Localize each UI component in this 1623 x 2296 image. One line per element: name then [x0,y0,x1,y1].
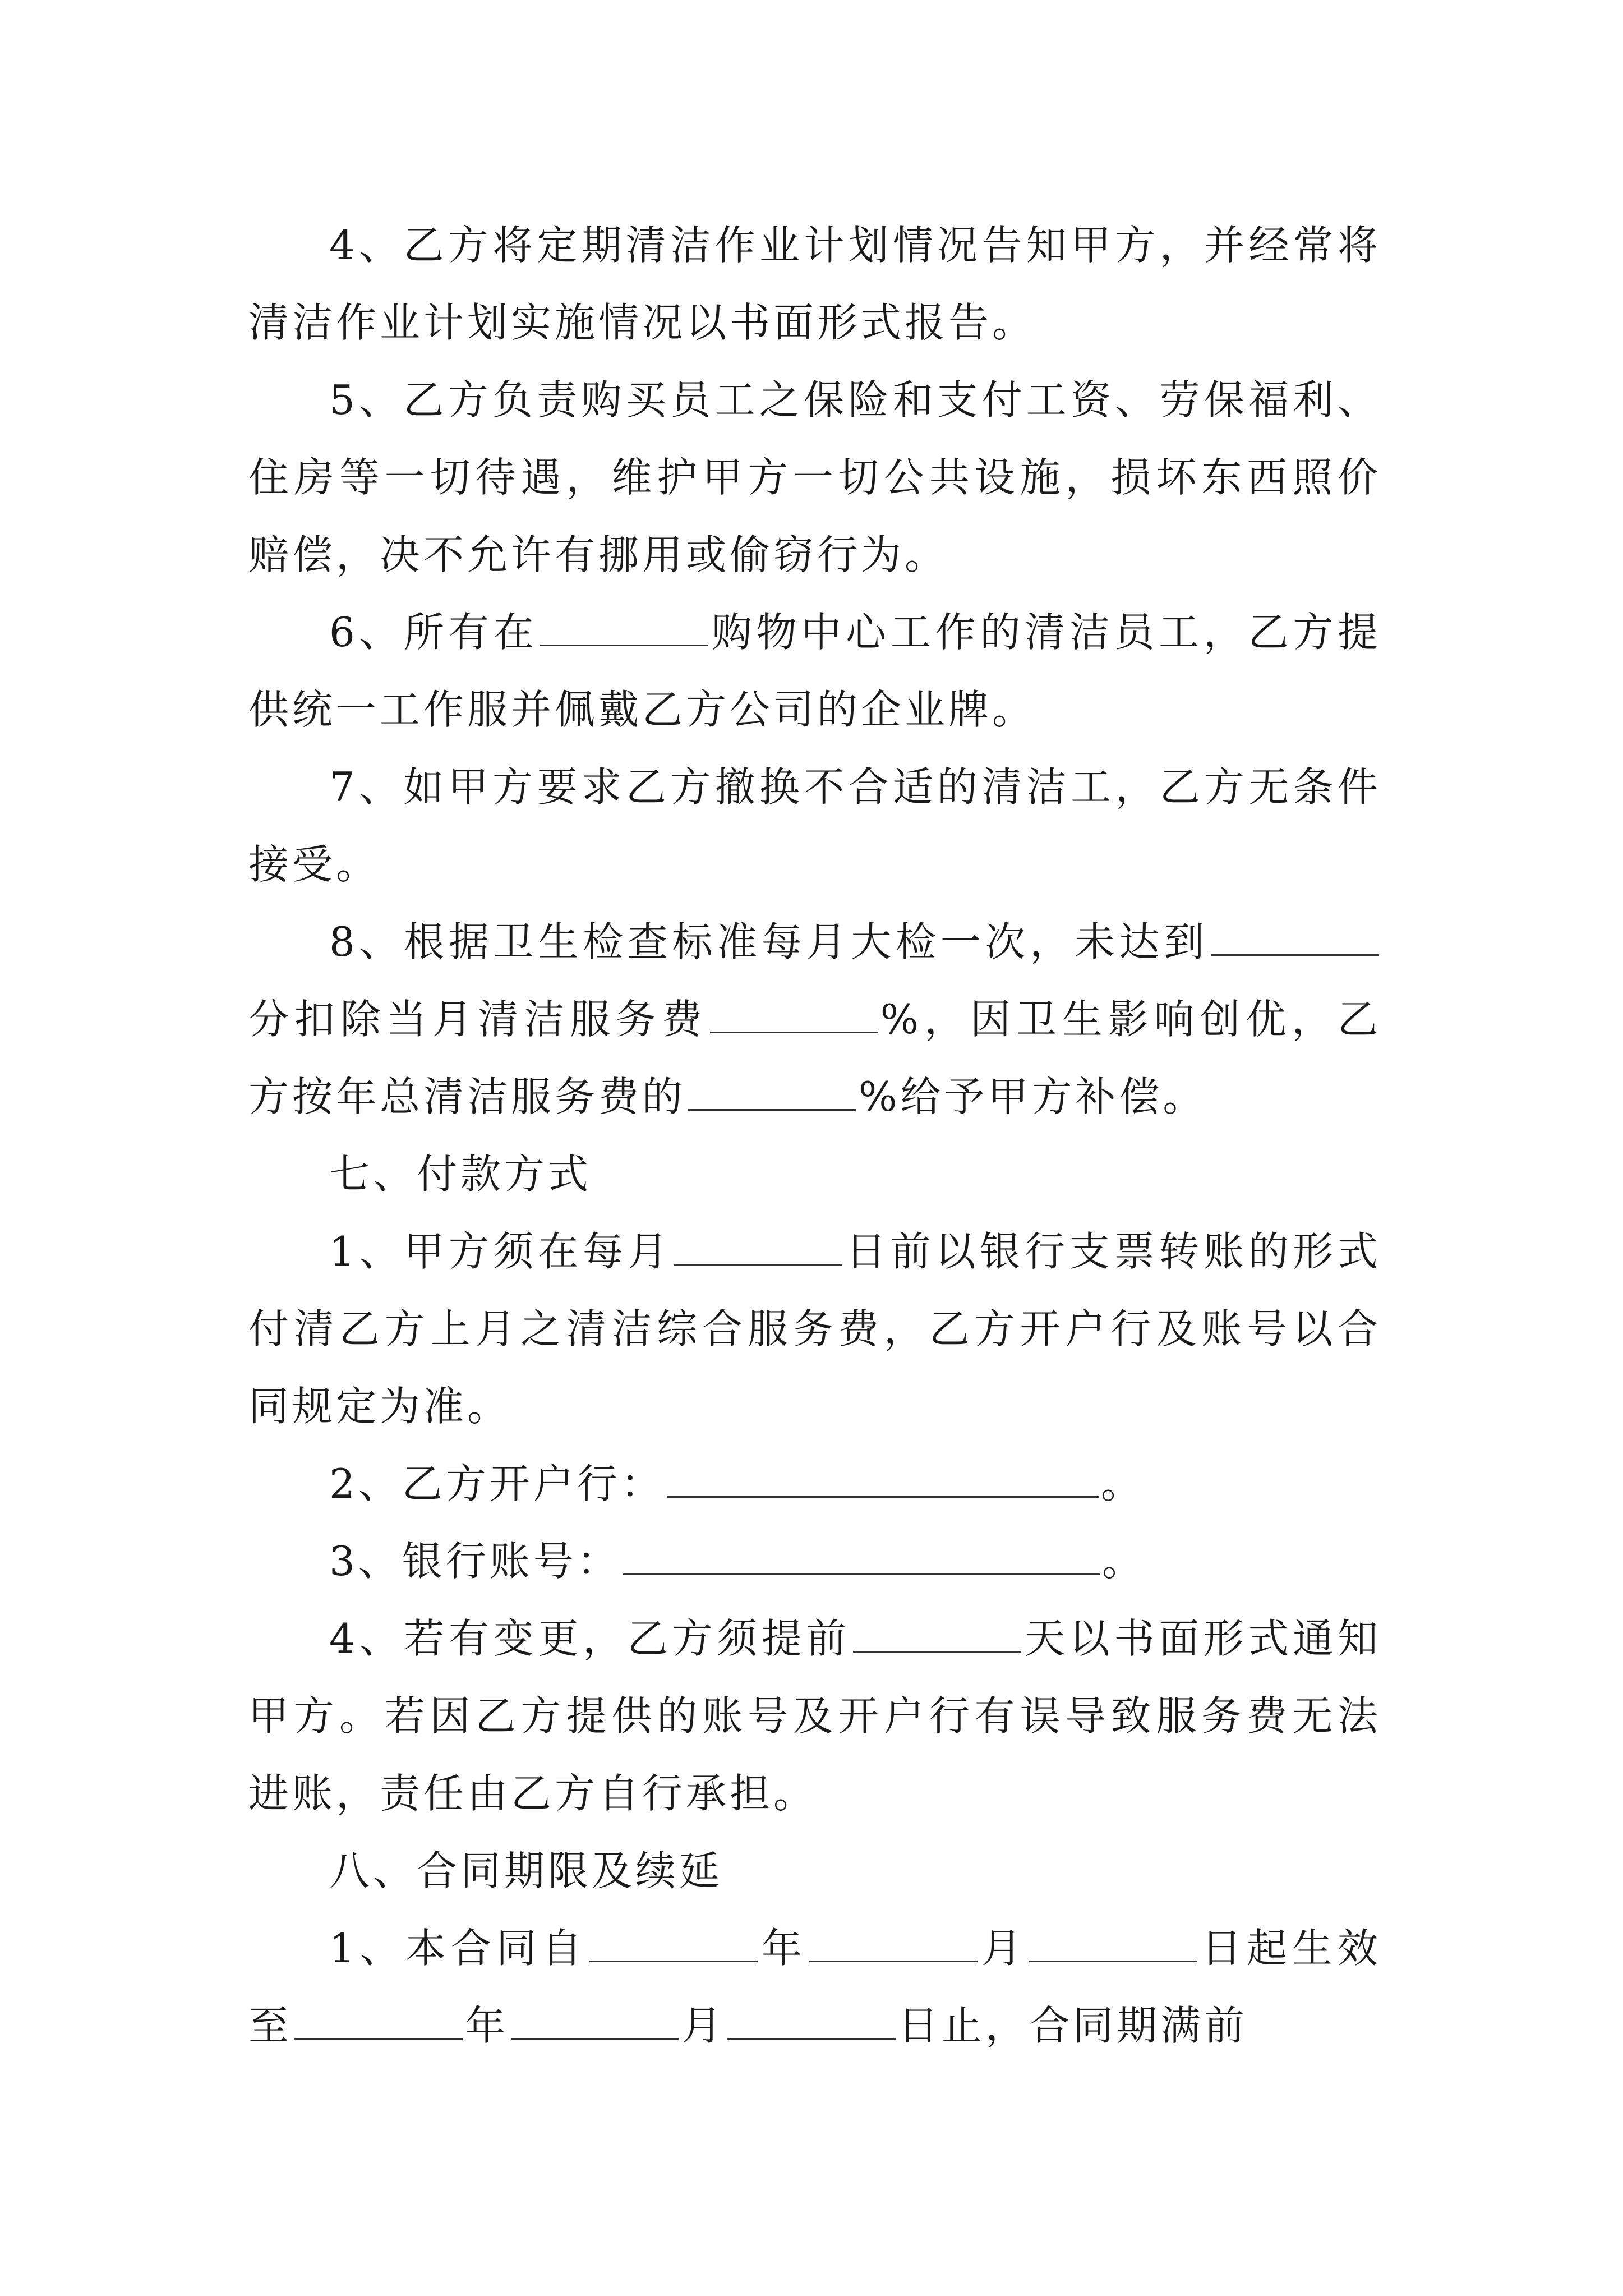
contract-body [248,206,1381,2064]
clause-text: 7、如甲方要求乙方撤换不合适的清洁工，乙方无条件接受。 [248,763,1381,888]
blank-end-year [294,2004,463,2040]
blank-deduct-percent [710,998,878,1033]
clause-text: %，因卫生影响创优，乙方按年总清洁服务费的 [248,996,1381,1120]
clause-text: 日起生效至 [248,1925,1381,2049]
clause-7-replace-cleaner [248,748,1381,903]
clause-text: 2、乙方开户行： [329,1460,665,1507]
clause-text: 4、乙方将定期清洁作业计划情况告知甲方，并经常将清洁作业计划实施情况以书面形式报告。 [248,222,1381,346]
clause-text: 8、根据卫生检查标准每月大检一次，未达到 [329,918,1209,965]
section-heading: 八、合同期限及续延 [329,1847,723,1894]
clause-text: 月 [681,2002,726,2049]
clause-text: 。 [1101,1538,1146,1585]
blank-end-month [511,2004,679,2040]
payment-clause-2-bank [248,1445,1381,1522]
clause-text: 天以书面形式通知甲方。若因乙方提供的账号及开户行有误导致服务费无法进账，责任由乙方自行承担。 [248,1615,1381,1817]
section-7-heading [248,1135,1381,1213]
clause-text: 6、所有在 [329,609,538,656]
blank-pay-day [674,1230,842,1266]
blank-start-day [1029,1927,1197,1962]
section-heading: 七、付款方式 [329,1151,592,1198]
clause-text: 分扣除当月清洁服务费 [248,996,708,1043]
clause-5-employee-insurance [248,361,1381,593]
payment-clause-3-account [248,1522,1381,1600]
payment-clause-1 [248,1213,1381,1445]
clause-text: 1、本合同自 [329,1925,587,1972]
clause-text: 。 [1100,1460,1145,1507]
clause-text: 月 [979,1925,1027,1972]
clause-6-uniform [248,593,1381,748]
blank-compensation-percent [688,1075,856,1111]
clause-text: %给予甲方补偿。 [859,1073,1207,1120]
clause-text: 日前以银行支票转账的形式付清乙方上月之清洁综合服务费，乙方开户行及账号以合同规定为准。 [248,1228,1381,1430]
blank-end-day [727,2004,896,2040]
term-clause-1 [248,1910,1381,2064]
clause-8-inspection [248,903,1381,1135]
blank-mall-name [540,611,708,646]
clause-4-cleaning-plan [248,206,1381,361]
blank-score [1211,921,1379,956]
blank-bank-name [667,1462,1099,1498]
blank-start-month [809,1927,978,1962]
clause-text: 年 [759,1925,807,1972]
clause-text: 3、银行账号： [329,1538,621,1585]
blank-account-number [623,1540,1100,1575]
clause-text: 1、甲方须在每月 [329,1228,672,1275]
blank-start-year [589,1927,758,1962]
clause-text: 购物中心工作的清洁员工，乙方提供统一工作服并佩戴乙方公司的企业牌。 [248,609,1381,733]
clause-text: 5、乙方负责购买员工之保险和支付工资、劳保福利、住房等一切待遇，维护甲方一切公共设施，损坏东西照价赔偿，决不允许有挪用或偷窃行为。 [248,376,1381,578]
clause-text: 4、若有变更，乙方须提前 [329,1615,851,1662]
clause-text: 日止，合同期满前 [898,2002,1248,2049]
blank-notice-days [853,1617,1021,1653]
clause-text: 年 [465,2002,509,2049]
payment-clause-4-change [248,1600,1381,1832]
section-8-heading [248,1832,1381,1910]
